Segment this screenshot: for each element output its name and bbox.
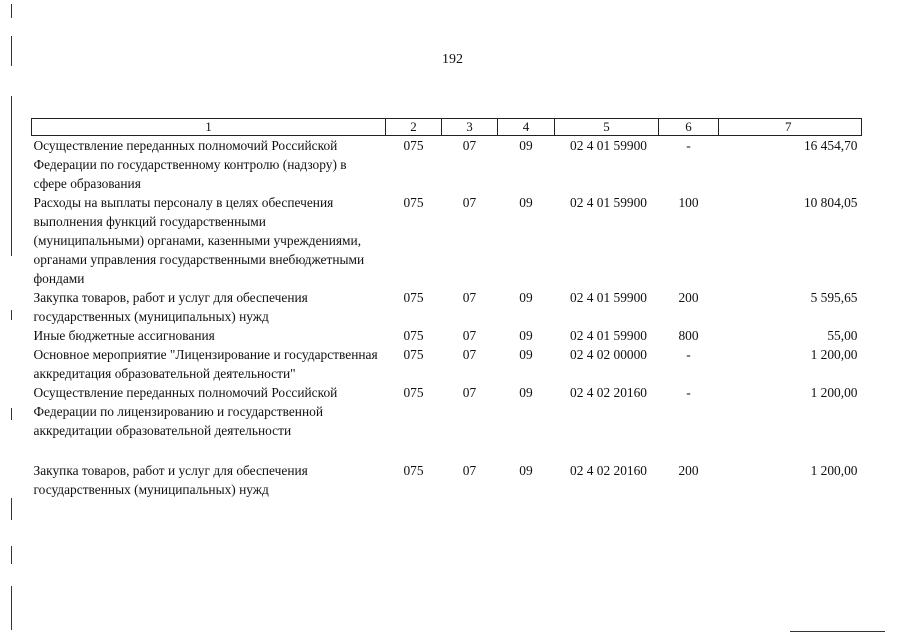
row-csr: 02 4 02 00000 bbox=[570, 347, 647, 362]
row-csr: 02 4 01 59900 bbox=[570, 290, 647, 305]
column-header: 7 bbox=[719, 119, 862, 136]
column-header: 5 bbox=[555, 119, 659, 136]
row-vr: 200 bbox=[678, 290, 699, 305]
scan-edge-mark bbox=[11, 498, 12, 520]
row-rz: 07 bbox=[462, 290, 477, 305]
column-header: 1 bbox=[32, 119, 386, 136]
row-rz: 07 bbox=[462, 347, 477, 362]
row-pr: 09 bbox=[519, 290, 533, 305]
row-pr: 09 bbox=[519, 138, 533, 153]
row-rz: 07 bbox=[462, 328, 477, 343]
row-rz: 07 bbox=[462, 138, 477, 153]
scan-edge-mark bbox=[11, 4, 12, 18]
row-pr: 09 bbox=[519, 463, 533, 478]
table-row bbox=[32, 383, 862, 440]
row-pr: 09 bbox=[519, 328, 533, 343]
table-row bbox=[32, 193, 862, 288]
scan-edge-mark bbox=[11, 310, 12, 320]
row-vr: - bbox=[686, 138, 691, 153]
row-name: Расходы на выплаты персоналу в целях обеспечения выполнения функций государственными (муниципальными) органами, казенными учреждениями, органами управления государственными внебюджетными фондами bbox=[33, 195, 365, 286]
spacer-cell bbox=[32, 440, 862, 461]
scan-edge-mark bbox=[11, 96, 12, 256]
column-header: 6 bbox=[659, 119, 719, 136]
row-pr: 09 bbox=[519, 385, 533, 400]
table-header-row bbox=[32, 119, 862, 136]
row-csr: 02 4 01 59900 bbox=[570, 328, 647, 343]
row-sum: 55,00 bbox=[827, 328, 858, 343]
scan-edge-mark bbox=[11, 408, 12, 420]
row-csr: 02 4 01 59900 bbox=[570, 138, 647, 153]
table-row bbox=[32, 136, 862, 194]
row-grbs: 075 bbox=[403, 385, 424, 400]
column-header: 2 bbox=[386, 119, 442, 136]
row-pr: 09 bbox=[519, 195, 533, 210]
row-sum: 16 454,70 bbox=[803, 138, 858, 153]
scan-edge-mark bbox=[11, 546, 12, 564]
row-grbs: 075 bbox=[403, 290, 424, 305]
row-csr: 02 4 02 20160 bbox=[570, 463, 647, 478]
row-name: Осуществление переданных полномочий Российской Федерации по лицензированию и государственной аккредитации образовательной деятельности bbox=[33, 385, 338, 438]
row-sum: 1 200,00 bbox=[810, 463, 858, 478]
row-grbs: 075 bbox=[403, 463, 424, 478]
row-name: Основное мероприятие "Лицензирование и государственная аккредитация образовательной деятельности" bbox=[33, 347, 378, 381]
row-name: Закупка товаров, работ и услуг для обеспечения государственных (муниципальных) нужд bbox=[33, 290, 308, 324]
row-sum: 10 804,05 bbox=[803, 195, 858, 210]
column-header: 3 bbox=[442, 119, 498, 136]
row-vr: - bbox=[686, 385, 691, 400]
row-vr: - bbox=[686, 347, 691, 362]
row-csr: 02 4 02 20160 bbox=[570, 385, 647, 400]
row-rz: 07 bbox=[462, 385, 477, 400]
row-name: Закупка товаров, работ и услуг для обеспечения государственных (муниципальных) нужд bbox=[33, 463, 308, 497]
row-sum: 1 200,00 bbox=[810, 347, 858, 362]
scan-edge-mark bbox=[11, 586, 12, 630]
page-number: 192 bbox=[442, 52, 463, 67]
row-grbs: 075 bbox=[403, 328, 424, 343]
row-rz: 07 bbox=[462, 463, 477, 478]
row-grbs: 075 bbox=[403, 347, 424, 362]
row-sum: 1 200,00 bbox=[810, 385, 858, 400]
table-row bbox=[32, 326, 862, 345]
row-vr: 100 bbox=[678, 195, 699, 210]
table-row bbox=[32, 345, 862, 383]
row-grbs: 075 bbox=[403, 195, 424, 210]
row-csr: 02 4 01 59900 bbox=[570, 195, 647, 210]
row-pr: 09 bbox=[519, 347, 533, 362]
row-sum: 5 595,65 bbox=[810, 290, 858, 305]
row-rz: 07 bbox=[462, 195, 477, 210]
table-spacer-row bbox=[32, 440, 862, 461]
table-row bbox=[32, 461, 862, 499]
row-name: Осуществление переданных полномочий Российской Федерации по государственному контролю (надзору) в сфере образования bbox=[33, 138, 347, 191]
row-grbs: 075 bbox=[403, 138, 424, 153]
table-row bbox=[32, 288, 862, 326]
row-name: Иные бюджетные ассигнования bbox=[33, 328, 215, 343]
column-header: 4 bbox=[498, 119, 555, 136]
row-vr: 200 bbox=[678, 463, 699, 478]
scan-edge-mark bbox=[790, 631, 885, 632]
budget-table bbox=[31, 118, 862, 499]
row-vr: 800 bbox=[678, 328, 699, 343]
